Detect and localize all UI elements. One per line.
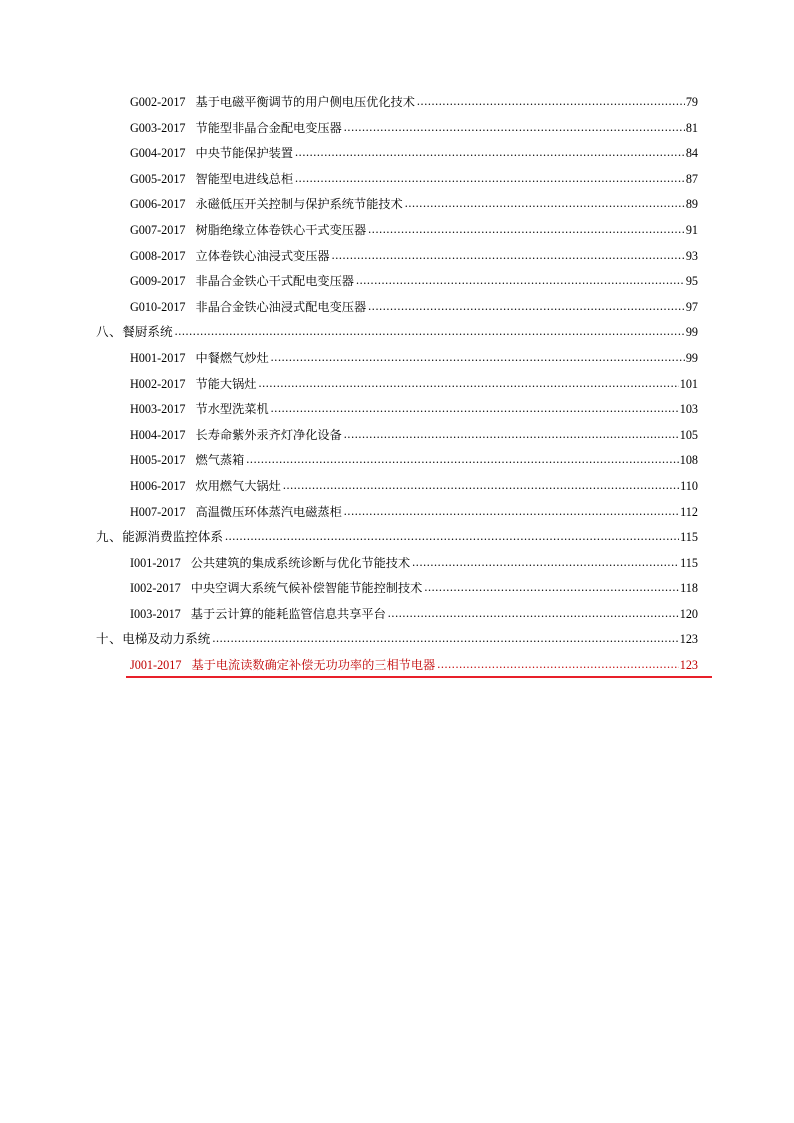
toc-entry-row[interactable]	[96, 295, 698, 321]
toc-entry-code: 九、	[96, 530, 123, 545]
toc-entry-title: 能源消费监控体系	[122, 530, 223, 545]
toc-entry-code: H006-2017	[130, 478, 186, 493]
toc-entry-page-number: 99	[685, 350, 698, 365]
toc-entry-row[interactable]	[96, 269, 698, 295]
toc-entry-title: 长寿命紫外汞齐灯净化设备	[195, 427, 342, 442]
toc-entry-code: H001-2017	[130, 350, 186, 365]
toc-entry-page-number: 79	[685, 95, 698, 109]
toc-entry-code: H005-2017	[130, 453, 186, 468]
toc-entry-code: 八、	[96, 325, 123, 340]
toc-dot-leader	[283, 479, 679, 491]
toc-entry-code: G002-2017	[130, 95, 186, 109]
toc-dot-leader	[424, 581, 679, 593]
toc-dot-leader	[344, 121, 685, 133]
toc-entry-row[interactable]	[96, 448, 698, 474]
toc-entry-code: G003-2017	[130, 120, 186, 135]
toc-entry-row[interactable]	[96, 218, 698, 244]
toc-dot-leader	[344, 428, 679, 440]
toc-dot-leader	[344, 505, 679, 517]
toc-entry-page-number: 123	[679, 658, 698, 673]
toc-entry-title: 智能型电进线总柜	[195, 171, 294, 186]
toc-chapter-row[interactable]	[96, 525, 698, 551]
toc-entry-title: 中央空调大系统气候补偿智能节能控制技术	[190, 581, 423, 596]
toc-dot-leader	[437, 658, 679, 670]
toc-dot-leader	[332, 249, 685, 261]
toc-entry-title: 燃气蒸箱	[195, 453, 245, 468]
toc-entry-row[interactable]	[96, 602, 698, 628]
toc-entry-code: G008-2017	[130, 248, 186, 263]
toc-entry-row[interactable]	[96, 576, 698, 602]
toc-entry-code: I002-2017	[130, 581, 181, 596]
toc-entry-title: 节水型洗菜机	[195, 402, 269, 417]
toc-entry-title: 基于云计算的能耗监管信息共享平台	[190, 606, 386, 621]
toc-entry-row[interactable]	[96, 500, 698, 526]
toc-dot-leader	[417, 95, 685, 107]
toc-dot-leader	[212, 632, 678, 644]
toc-entry-title: 非晶合金铁心干式配电变压器	[195, 274, 354, 289]
toc-entry-page-number: 87	[685, 171, 698, 186]
toc-entry-title: 高温微压环体蒸汽电磁蒸柜	[195, 504, 342, 519]
toc-entry-code: G004-2017	[130, 146, 186, 161]
toc-entry-code: G009-2017	[130, 274, 186, 289]
toc-entry-title: 餐厨系统	[122, 325, 173, 340]
toc-entry-page-number: 108	[679, 453, 698, 468]
toc-entry-row[interactable]	[96, 372, 698, 398]
toc-entry-page-number: 91	[685, 222, 698, 237]
toc-chapter-row[interactable]	[96, 320, 698, 346]
toc-entry-row[interactable]	[96, 192, 698, 218]
toc-dot-leader	[271, 351, 685, 363]
toc-entry-code: G010-2017	[130, 299, 186, 314]
toc-entry-page-number: 118	[680, 581, 698, 596]
toc-entry-title: 基于电流读数确定补偿无功功率的三相节电器	[191, 658, 436, 673]
toc-entry-page-number: 120	[679, 606, 698, 621]
toc-entry-row[interactable]	[96, 244, 698, 270]
toc-entry-code: 十、	[96, 632, 123, 647]
toc-entry-row[interactable]	[96, 90, 698, 116]
toc-entry-title: 基于电磁平衡调节的用户侧电压优化技术	[195, 95, 415, 109]
toc-entry-title: 公共建筑的集成系统诊断与优化节能技术	[190, 555, 411, 570]
toc-entry-page-number: 93	[685, 248, 698, 263]
toc-dot-leader	[356, 274, 685, 286]
toc-entry-page-number: 84	[685, 146, 698, 161]
toc-dot-leader	[258, 377, 678, 389]
toc-entry-row[interactable]	[96, 653, 698, 679]
toc-dot-leader	[412, 556, 679, 568]
highlight-underline	[126, 676, 712, 678]
toc-entry-page-number: 115	[680, 530, 698, 545]
toc-entry-page-number: 115	[680, 555, 698, 570]
toc-entry-title: 中央节能保护装置	[195, 146, 294, 161]
toc-dot-leader	[225, 530, 679, 542]
toc-entry-page-number: 89	[685, 197, 698, 212]
toc-entry-code: H004-2017	[130, 427, 186, 442]
toc-entry-title: 炊用燃气大锅灶	[195, 478, 281, 493]
toc-entry-code: I003-2017	[130, 606, 181, 621]
toc-entry-page-number: 99	[685, 325, 698, 340]
toc-dot-leader	[175, 325, 685, 337]
toc-entry-page-number: 112	[680, 504, 698, 519]
toc-entry-title: 中餐燃气炒灶	[195, 350, 269, 365]
toc-entry-title: 树脂绝缘立体卷铁心干式变压器	[195, 222, 367, 237]
toc-entry-title: 永磁低压开关控制与保护系统节能技术	[195, 197, 403, 212]
toc-entry-row[interactable]	[96, 141, 698, 167]
toc-dot-leader	[246, 453, 678, 465]
toc-entry-page-number: 97	[685, 299, 698, 314]
toc-entry-row[interactable]	[96, 551, 698, 577]
toc-entry-code: J001-2017	[130, 658, 182, 673]
toc-entry-code: G005-2017	[130, 171, 186, 186]
toc-entry-row[interactable]	[96, 346, 698, 372]
table-of-contents	[96, 90, 698, 679]
toc-entry-title: 非晶合金铁心油浸式配电变压器	[195, 299, 367, 314]
toc-dot-leader	[295, 146, 685, 158]
toc-chapter-row[interactable]	[96, 627, 698, 653]
toc-entry-row[interactable]	[96, 167, 698, 193]
toc-entry-code: G007-2017	[130, 222, 186, 237]
toc-entry-page-number: 103	[679, 402, 698, 417]
toc-entry-title: 立体卷铁心油浸式变压器	[195, 248, 330, 263]
toc-dot-leader	[368, 223, 685, 235]
toc-entry-page-number: 110	[680, 478, 698, 493]
toc-dot-leader	[388, 607, 679, 619]
toc-entry-row[interactable]	[96, 474, 698, 500]
toc-dot-leader	[405, 197, 685, 209]
toc-entry-row[interactable]	[96, 116, 698, 142]
toc-entry-page-number: 95	[685, 274, 698, 289]
toc-entry-page-number: 81	[685, 120, 698, 135]
toc-dot-leader	[271, 402, 679, 414]
toc-entry-title: 电梯及动力系统	[122, 632, 211, 647]
toc-entry-code: G006-2017	[130, 197, 186, 212]
toc-dot-leader	[368, 300, 685, 312]
toc-entry-code: H007-2017	[130, 504, 186, 519]
toc-entry-code: I001-2017	[130, 555, 181, 570]
toc-entry-code: H002-2017	[130, 376, 186, 391]
toc-entry-row[interactable]	[96, 423, 698, 449]
toc-entry-page-number: 123	[679, 632, 698, 647]
toc-entry-page-number: 105	[679, 427, 698, 442]
toc-dot-leader	[295, 172, 685, 184]
toc-entry-title: 节能大锅灶	[195, 376, 257, 391]
toc-entry-title: 节能型非晶合金配电变压器	[195, 120, 342, 135]
toc-entry-page-number: 101	[679, 376, 698, 391]
toc-entry-code: H003-2017	[130, 402, 186, 417]
toc-entry-row[interactable]	[96, 397, 698, 423]
